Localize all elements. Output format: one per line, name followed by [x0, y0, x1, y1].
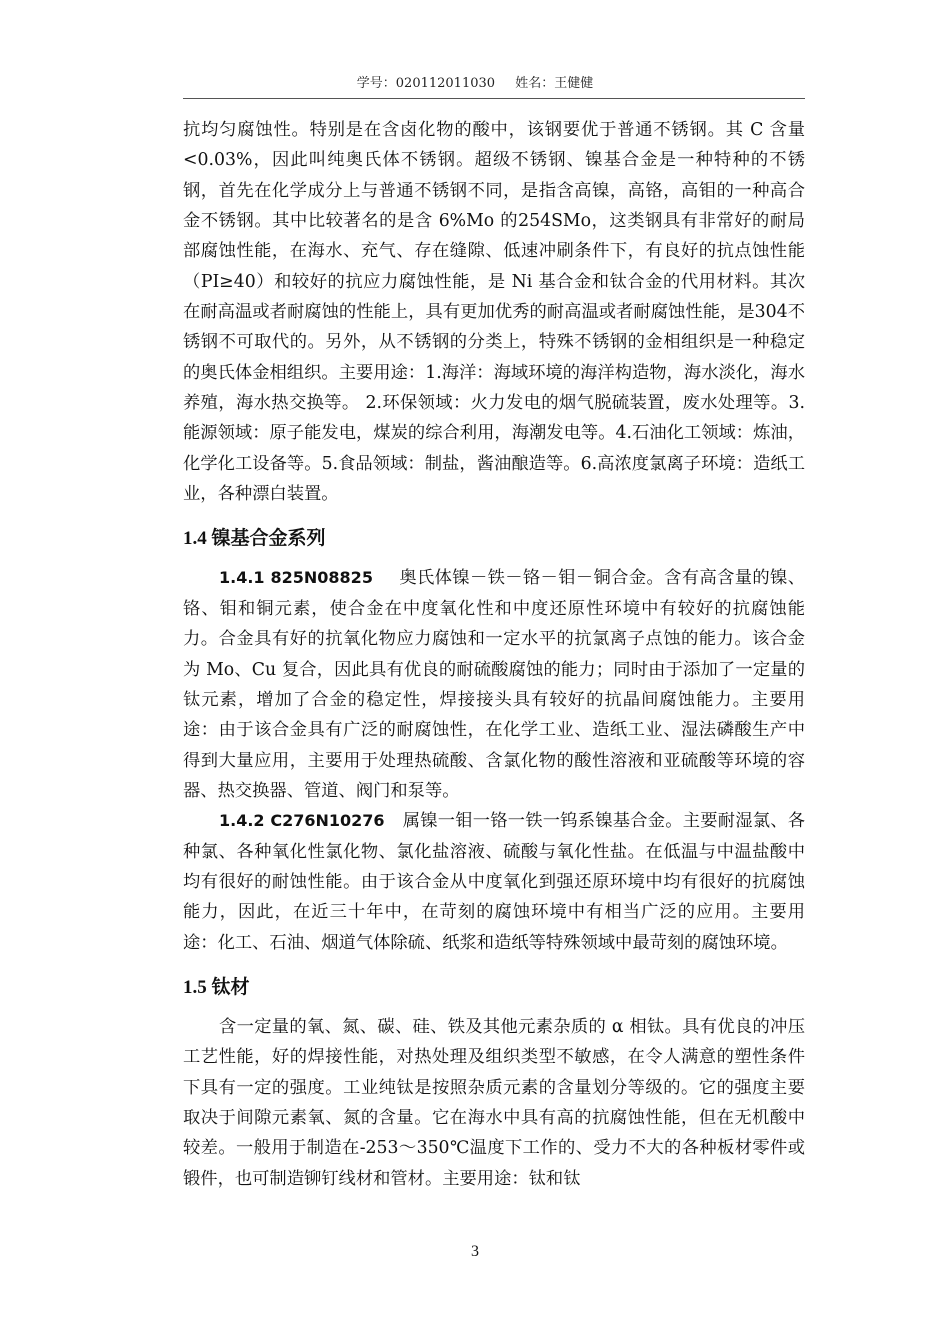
subsection-text-1-4-1: 奥氏体镍－铁－铬－钼－铜合金。含有高含量的镍、铬、钼和铜元素，使合金在中度氧化性和中度还原性环境中有较好的抗腐蚀能力。合金具有好的抗氧化物应力腐蚀和一定水平的抗氯离子点蚀的能力。该合金为 Mo、Cu 复合，因此具有优良的耐硫酸腐蚀的能力；同时由于添加了一定量的钛元素，增加了合金的稳定性，焊接接头具有较好的抗晶间腐蚀能力。主要用途：由于该合金具有广泛的耐腐蚀性，在化学工业、造纸工业、湿法磷酸生产中得到大量应用，主要用于处理热硫酸、含氯化物的酸性溶液和亚硫酸等环境的容器、热交换器、管道、阀门和泵等。 — [183, 568, 805, 801]
subsection-code-1-4-1: 1.4.1 825N08825 — [219, 568, 373, 588]
page-number: 3 — [471, 1243, 479, 1260]
page-header — [0, 72, 950, 91]
paragraph-1-4-2 — [183, 806, 805, 958]
student-id: 学号：020112011030 — [356, 76, 496, 91]
paragraph-1-5: 含一定量的氧、氮、碳、硅、铁及其他元素杂质的 α 相钛。具有优良的冲压工艺性能，好的焊接性能，对热处理及组织类型不敏感，在令人满意的塑性条件下具有一定的强度。工业纯钛是按照杂质元素的含量划分等级的。它的强度主要取决于间隙元素氧、氮的含量。它在海水中具有高的抗腐蚀性能，但在无机酸中较差。一般用于制造在-253～350℃温度下工作的、受力不大的各种板材零件或锻件，也可制造铆钉线材和管材。主要用途：钛和钛 — [183, 1016, 805, 1189]
subsection-code-1-4-2: 1.4.2 C276N10276 — [219, 811, 385, 831]
paragraph-stainless: 抗均匀腐蚀性。特别是在含卤化物的酸中，该钢要优于普通不锈钢。其 C 含量<0.03%，因此叫纯奥氏体不锈钢。超级不锈钢、镍基合金是一种特种的不锈钢，首先在化学成分上与普通不锈钢不同，是指含高镍，高铬，高钼的一种高合金不锈钢。其中比较著名的是含 6%Mo 的254SMo，这类钢具有非常好的耐局部腐蚀性能，在海水、充气、存在缝隙、低速冲刷条件下，有良好的抗点蚀性能（PI≥40）和较好的抗应力腐蚀性能，是 Ni 基合金和钛合金的代用材料。其次在耐高温或者耐腐蚀的性能上，具有更加优秀的耐高温或者耐腐蚀性能，是304不锈钢不可取代的。另外，从不锈钢的分类上，特殊不锈钢的金相组织是一种稳定的奥氏体金相组织。主要用途：1.海洋：海域环境的海洋构造物，海水淡化，海水养殖，海水热交换等。 2.环保领域：火力发电的烟气脱硫装置，废水处理等。3.能源领域：原子能发电，煤炭的综合利用，海潮发电等。4.石油化工领域：炼油，化学化工设备等。5.食品领域：制盐，酱油酿造等。6.高浓度氯离子环境：造纸工业，各种漂白装置。 — [183, 120, 805, 505]
section-heading-1-4: 1.4 镍基合金系列 — [183, 528, 326, 550]
subsection-text-1-4-2: 属镍一钼一铬一铁一钨系镍基合金。主要耐湿氯、各种氯、各种氧化性氯化物、氯化盐溶液、硫酸与氧化性盐。在低温与中温盐酸中均有很好的耐蚀性能。由于该合金从中度氧化到强还原环境中均有很好的抗腐蚀能力，因此，在近三十年中，在苛刻的腐蚀环境中有相当广泛的应用。主要用途：化工、石油、烟道气体除硫、纸浆和造纸等特殊领域中最苛刻的腐蚀环境。 — [183, 811, 805, 953]
header-rule — [183, 98, 805, 99]
document-body — [183, 115, 805, 1194]
section-heading-1-5: 1.5 钛材 — [183, 976, 250, 998]
paragraph-1-4-1 — [183, 563, 805, 806]
student-name: 姓名：王健健 — [515, 76, 594, 91]
